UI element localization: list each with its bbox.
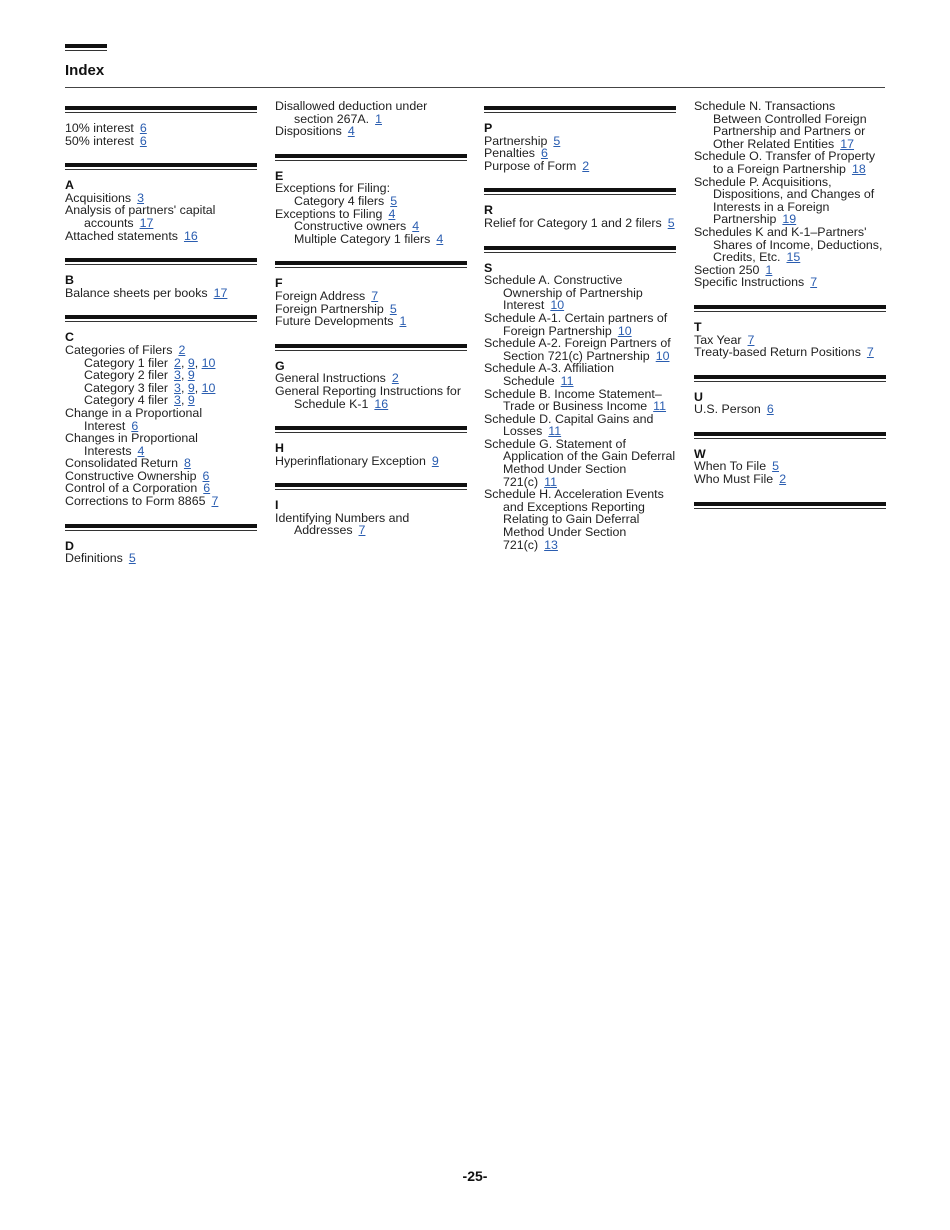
- entry-pages: [184, 229, 198, 243]
- index-section: [275, 154, 467, 246]
- entry-pages: [786, 250, 800, 264]
- divider-thin-rule: [65, 321, 257, 322]
- index-section: [275, 426, 467, 467]
- page-link[interactable]: 7: [358, 523, 366, 538]
- divider-thin-rule: [484, 252, 676, 253]
- index-entry: [694, 226, 886, 264]
- section-divider: [694, 432, 886, 439]
- header-decoration-bar: [65, 44, 107, 48]
- page-link[interactable]: 6: [202, 468, 210, 483]
- index-entry: [484, 217, 676, 230]
- divider-thick-rule: [65, 524, 257, 528]
- entry-text: Treaty-based Return Positions: [694, 345, 861, 360]
- section-divider: [65, 258, 257, 265]
- entry-text: Relief for Category 1 and 2 filers: [484, 215, 662, 230]
- page-link[interactable]: 9: [187, 393, 195, 408]
- page-link[interactable]: 5: [390, 193, 398, 208]
- section-divider: [65, 106, 257, 113]
- entry-text: Acquisitions: [65, 190, 132, 205]
- entry-text: Schedule A-1. Certain partners of Foreign Partnership: [484, 310, 668, 338]
- index-section: [694, 432, 886, 486]
- index-section: [65, 315, 257, 507]
- entry-text: Balance sheets per books: [65, 285, 208, 300]
- entry-pages: 3, 9: [174, 393, 195, 408]
- entry-pages: [653, 399, 666, 413]
- entry-pages: 3, 9: [174, 368, 195, 383]
- entry-text: Foreign Address: [275, 288, 366, 303]
- index-section: [65, 258, 257, 299]
- page-link[interactable]: 5: [667, 215, 675, 230]
- index-entry: [65, 135, 257, 148]
- divider-thick-rule: [484, 106, 676, 110]
- page-link[interactable]: 11: [560, 373, 574, 388]
- entry-text: Partnership: [484, 133, 548, 148]
- entry-text: Schedule D. Capital Gains and Losses: [484, 411, 654, 439]
- entry-text: Schedule G. Statement of Application of the Gain Deferral Method Under Section 721(c): [484, 436, 676, 489]
- section-letter: F: [275, 276, 283, 291]
- entry-text: U.S. Person: [694, 402, 761, 417]
- section-divider: [275, 483, 467, 490]
- entry-text: Tax Year: [694, 332, 742, 347]
- divider-thin-rule: [484, 194, 676, 195]
- section-divider: [275, 154, 467, 161]
- divider-thick-rule: [65, 258, 257, 262]
- page-link[interactable]: 10: [201, 380, 216, 395]
- entry-pages: [553, 134, 560, 148]
- page-link[interactable]: 15: [786, 250, 801, 265]
- section-letter: P: [484, 121, 493, 135]
- index-section: [275, 100, 467, 138]
- section-divider: [484, 188, 676, 195]
- page-number: -25-: [462, 1168, 488, 1184]
- page-link[interactable]: 7: [371, 288, 379, 303]
- divider-thin-rule: [694, 381, 886, 382]
- index-entry: [694, 100, 886, 150]
- entry-text: Schedule P. Acquisitions, Dispositions, and Changes of Interests in a Foreign Partnership: [694, 174, 875, 227]
- divider-thick-rule: [65, 315, 257, 319]
- page-link[interactable]: 17: [213, 285, 228, 300]
- section-letter: G: [275, 358, 285, 373]
- divider-thin-rule: [275, 160, 467, 161]
- section-letter: U: [694, 389, 703, 404]
- entry-text: Exceptions to Filing: [275, 206, 383, 221]
- divider-thick-rule: [275, 483, 467, 487]
- section-letter: B: [65, 273, 74, 288]
- page-link[interactable]: 6: [139, 121, 147, 135]
- index-section: [694, 305, 886, 359]
- divider-thick-rule: [275, 261, 467, 265]
- page-link[interactable]: 4: [137, 443, 145, 458]
- divider-thin-rule: [65, 264, 257, 265]
- page-link[interactable]: 13: [544, 537, 558, 552]
- entry-text: General Instructions: [275, 371, 386, 386]
- title-rule: [65, 87, 885, 88]
- entry-text: Purpose of Form: [484, 158, 577, 173]
- section-divider: [275, 426, 467, 433]
- entry-text: Schedule A-3. Affiliation Schedule: [484, 361, 614, 388]
- index-entry: [484, 413, 676, 438]
- index-entry: [65, 407, 257, 432]
- page-link[interactable]: 4: [347, 124, 355, 139]
- entry-pages: 3, 9, 10: [174, 380, 216, 395]
- index-entry: [275, 512, 467, 537]
- entry-text: Category 3 filer: [84, 380, 169, 395]
- page-link[interactable]: 2: [391, 371, 399, 386]
- page-link[interactable]: 6: [131, 418, 139, 433]
- index-entry: [65, 230, 257, 243]
- entry-pages: [211, 494, 218, 508]
- index-entry: [275, 100, 467, 125]
- index-entry: [65, 495, 257, 508]
- index-section: [484, 246, 676, 552]
- entry-text: Disallowed deduction under section 267A.: [275, 99, 428, 126]
- entry-text: Identifying Numbers and Addresses: [275, 510, 410, 538]
- page-link[interactable]: 10: [655, 348, 670, 363]
- entry-text: Definitions: [65, 551, 123, 566]
- index-entry: [484, 274, 676, 312]
- divider-thick-rule: [275, 154, 467, 158]
- divider-thin-rule: [484, 112, 676, 113]
- index-section: [275, 261, 467, 327]
- section-divider: [65, 524, 257, 531]
- entry-pages: [359, 523, 366, 537]
- entry-text: Penalties: [484, 146, 535, 161]
- divider-thick-rule: [694, 432, 886, 436]
- page-link[interactable]: 2: [178, 342, 186, 357]
- section-divider: [484, 106, 676, 113]
- divider-thick-rule: [65, 106, 257, 110]
- entry-text: Section 250: [694, 262, 760, 277]
- index-section: [694, 100, 886, 289]
- header-decoration-line: [65, 50, 107, 51]
- index-entry: [275, 455, 467, 468]
- section-letter: H: [275, 441, 284, 456]
- page-link[interactable]: 11: [548, 424, 562, 439]
- divider-thick-rule: [694, 305, 886, 309]
- entry-pages: [140, 134, 147, 148]
- index-section: [694, 502, 886, 509]
- page-link[interactable]: 4: [436, 231, 444, 246]
- entry-text: Schedule N. Transactions Between Controlled Foreign Partnership and Partners or Other Related Entities: [694, 99, 867, 151]
- entry-pages: [544, 538, 558, 552]
- entry-text: Foreign Partnership: [275, 301, 384, 316]
- entry-pages: [582, 159, 589, 173]
- index-section: [65, 524, 257, 565]
- entry-pages: [374, 397, 388, 411]
- page-link[interactable]: 9: [431, 453, 439, 468]
- divider-thick-rule: [694, 502, 886, 506]
- page-link[interactable]: 2: [174, 355, 181, 370]
- entry-text: Changes in Proportional Interests: [65, 431, 198, 458]
- entry-text: Schedules K and K-1–Partners' Shares of Income, Deductions, Credits, Etc.: [694, 224, 883, 265]
- index-column-1: [65, 100, 257, 565]
- section-divider: [65, 163, 257, 170]
- divider-thick-rule: [484, 246, 676, 250]
- index-entry: [65, 204, 257, 229]
- entry-pages: [375, 112, 382, 126]
- index-section: [275, 483, 467, 537]
- index-column-4: [694, 100, 886, 518]
- section-letter: S: [484, 260, 493, 275]
- entry-text: Who Must File: [694, 472, 774, 487]
- divider-thin-rule: [694, 311, 886, 312]
- page-link[interactable]: 7: [211, 494, 219, 509]
- entry-text: Corrections to Form 8865: [65, 494, 206, 509]
- entry-text: Analysis of partners' capital accounts: [65, 203, 216, 230]
- divider-thick-rule: [275, 426, 467, 430]
- entry-text: General Reporting Instructions for Schedule K-1: [275, 383, 461, 411]
- divider-thin-rule: [65, 169, 257, 170]
- entry-pages: [656, 349, 670, 363]
- section-letter: A: [65, 178, 74, 193]
- divider-thin-rule: [65, 530, 257, 531]
- section-letter: E: [275, 168, 284, 183]
- entry-text: Future Developments: [275, 314, 394, 329]
- page-link[interactable]: 18: [851, 161, 866, 176]
- page-link[interactable]: 1: [399, 314, 407, 329]
- index-entry: [484, 160, 676, 173]
- index-entry: [65, 552, 257, 565]
- entry-pages: [668, 216, 675, 230]
- entry-pages: [399, 314, 406, 328]
- page-link[interactable]: 10: [617, 323, 632, 338]
- divider-thin-rule: [275, 432, 467, 433]
- entry-text: Constructive owners: [294, 219, 407, 234]
- entry-text: Exceptions for Filing:: [275, 181, 391, 196]
- index-entry: [694, 473, 886, 486]
- page-link[interactable]: 6: [139, 133, 147, 148]
- entry-pages: [348, 124, 355, 138]
- entry-text: Category 4 filer: [84, 393, 169, 408]
- entry-text: Consolidated Return: [65, 456, 178, 471]
- page-title: Index: [65, 62, 105, 79]
- page-link[interactable]: 11: [544, 474, 557, 489]
- page-link[interactable]: 8: [183, 456, 191, 471]
- page-link[interactable]: 16: [374, 396, 389, 411]
- entry-pages: [867, 345, 874, 359]
- page-link[interactable]: 5: [772, 459, 779, 474]
- index-entry: [694, 403, 886, 416]
- page-link[interactable]: 9: [187, 380, 195, 395]
- entry-text: 50% interest: [65, 133, 134, 148]
- entry-text: Category 2 filer: [84, 368, 169, 383]
- section-letter: R: [484, 203, 493, 218]
- index-entry: [275, 315, 467, 328]
- entry-text: Control of a Corporation: [65, 481, 198, 496]
- entry-pages: 2, 9, 10: [174, 355, 216, 370]
- page-link[interactable]: 16: [183, 228, 198, 243]
- index-entry: [484, 388, 676, 413]
- page-link[interactable]: 6: [540, 146, 548, 161]
- index-section: [65, 163, 257, 242]
- index-entry: [275, 385, 467, 410]
- index-entry: [694, 276, 886, 289]
- entry-pages: [432, 454, 439, 468]
- entry-pages: [810, 275, 817, 289]
- section-divider: [694, 305, 886, 312]
- index-entry: [484, 438, 676, 488]
- page-link[interactable]: 3: [174, 380, 181, 395]
- page-link[interactable]: 11: [653, 399, 667, 414]
- section-letter: W: [694, 446, 706, 461]
- page-link[interactable]: 2: [582, 158, 590, 173]
- entry-text: Category 1 filer: [84, 355, 169, 370]
- entry-text: Categories of Filers: [65, 342, 173, 357]
- entry-pages: [779, 472, 786, 486]
- page-link[interactable]: 10: [550, 298, 565, 313]
- index-entry: [484, 337, 676, 362]
- page-link[interactable]: 6: [766, 402, 774, 417]
- divider-thin-rule: [275, 267, 467, 268]
- index-section: [484, 188, 676, 229]
- entry-text: When To File: [694, 459, 767, 474]
- index-entry: [65, 432, 257, 457]
- entry-text: Schedule B. Income Statement– Trade or Business Income: [484, 386, 662, 414]
- page-link[interactable]: 1: [765, 262, 773, 277]
- divider-thin-rule: [65, 112, 257, 113]
- section-letter: I: [275, 498, 279, 513]
- entry-text: Hyperinflationary Exception: [275, 453, 426, 468]
- entry-text: Constructive Ownership: [65, 468, 197, 483]
- entry-pages: [852, 162, 866, 176]
- divider-thick-rule: [65, 163, 257, 167]
- index-entry: [65, 287, 257, 300]
- divider-thick-rule: [694, 375, 886, 379]
- page-link[interactable]: 7: [810, 275, 818, 290]
- index-section: [484, 106, 676, 172]
- entry-text: Specific Instructions: [694, 275, 805, 290]
- section-letter: T: [694, 319, 702, 334]
- page-link[interactable]: 6: [203, 481, 211, 496]
- section-divider: [694, 375, 886, 382]
- divider-thin-rule: [694, 508, 886, 509]
- index-section: [694, 375, 886, 416]
- entry-text: Dispositions: [275, 124, 342, 139]
- index-entry: [484, 488, 676, 551]
- page-link[interactable]: 19: [782, 212, 797, 227]
- page-link[interactable]: 3: [174, 368, 181, 383]
- entry-pages: [436, 232, 443, 246]
- entry-text: Multiple Category 1 filers: [294, 231, 431, 246]
- entry-text: Category 4 filers: [294, 193, 385, 208]
- page-link[interactable]: 4: [412, 219, 420, 234]
- index-section: [65, 106, 257, 147]
- section-letter: D: [65, 538, 74, 553]
- page-link[interactable]: 9: [187, 368, 195, 383]
- entry-text: Schedule A. Constructive Ownership of Partnership Interest: [484, 273, 643, 313]
- entry-text: Schedule O. Transfer of Property to a Foreign Partnership: [694, 149, 876, 176]
- index-entry: [694, 176, 886, 226]
- index-entry: [484, 312, 676, 337]
- section-letter: C: [65, 330, 74, 345]
- index-column-2: [275, 100, 467, 537]
- page-link[interactable]: 17: [139, 215, 154, 230]
- page-link[interactable]: 9: [187, 355, 195, 370]
- entry-pages: [214, 286, 228, 300]
- index-column-3: [484, 100, 676, 551]
- index-section: [275, 344, 467, 410]
- page-link[interactable]: 3: [174, 393, 181, 408]
- section-divider: [275, 344, 467, 351]
- page-link[interactable]: 5: [553, 133, 561, 148]
- page-link[interactable]: 10: [201, 355, 216, 370]
- page-link[interactable]: 3: [137, 190, 145, 205]
- page-link[interactable]: 7: [747, 332, 755, 347]
- section-divider: [694, 502, 886, 509]
- page-link[interactable]: 4: [388, 206, 396, 221]
- page-link[interactable]: 7: [866, 345, 874, 360]
- divider-thick-rule: [484, 188, 676, 192]
- entry-text: Schedule H. Acceleration Events and Exceptions Reporting Relating to Gain Deferral Method Under Section 721(c): [484, 487, 664, 552]
- index-entry: [694, 346, 886, 359]
- entry-text: Change in a Proportional Interest: [65, 405, 203, 433]
- entry-text: Attached statements: [65, 228, 178, 243]
- divider-thin-rule: [694, 438, 886, 439]
- section-divider: [484, 246, 676, 253]
- index-entry: [694, 150, 886, 175]
- entry-text: 10% interest: [65, 121, 134, 135]
- divider-thick-rule: [275, 344, 467, 348]
- index-entry: [484, 362, 676, 387]
- page-link[interactable]: 17: [840, 136, 855, 151]
- page-link[interactable]: 5: [128, 551, 136, 566]
- page-link[interactable]: 5: [389, 301, 397, 316]
- entry-pages: [767, 402, 774, 416]
- index-entry: [275, 233, 467, 246]
- entry-text: Schedule A-2. Foreign Partners of Section 721(c) Partnership: [484, 336, 671, 363]
- divider-thin-rule: [275, 350, 467, 351]
- section-divider: [65, 315, 257, 322]
- divider-thin-rule: [275, 489, 467, 490]
- entry-pages: [129, 551, 136, 565]
- section-divider: [275, 261, 467, 268]
- index-entry: [275, 125, 467, 138]
- page-link[interactable]: 2: [779, 472, 787, 487]
- page-link[interactable]: 1: [375, 111, 382, 126]
